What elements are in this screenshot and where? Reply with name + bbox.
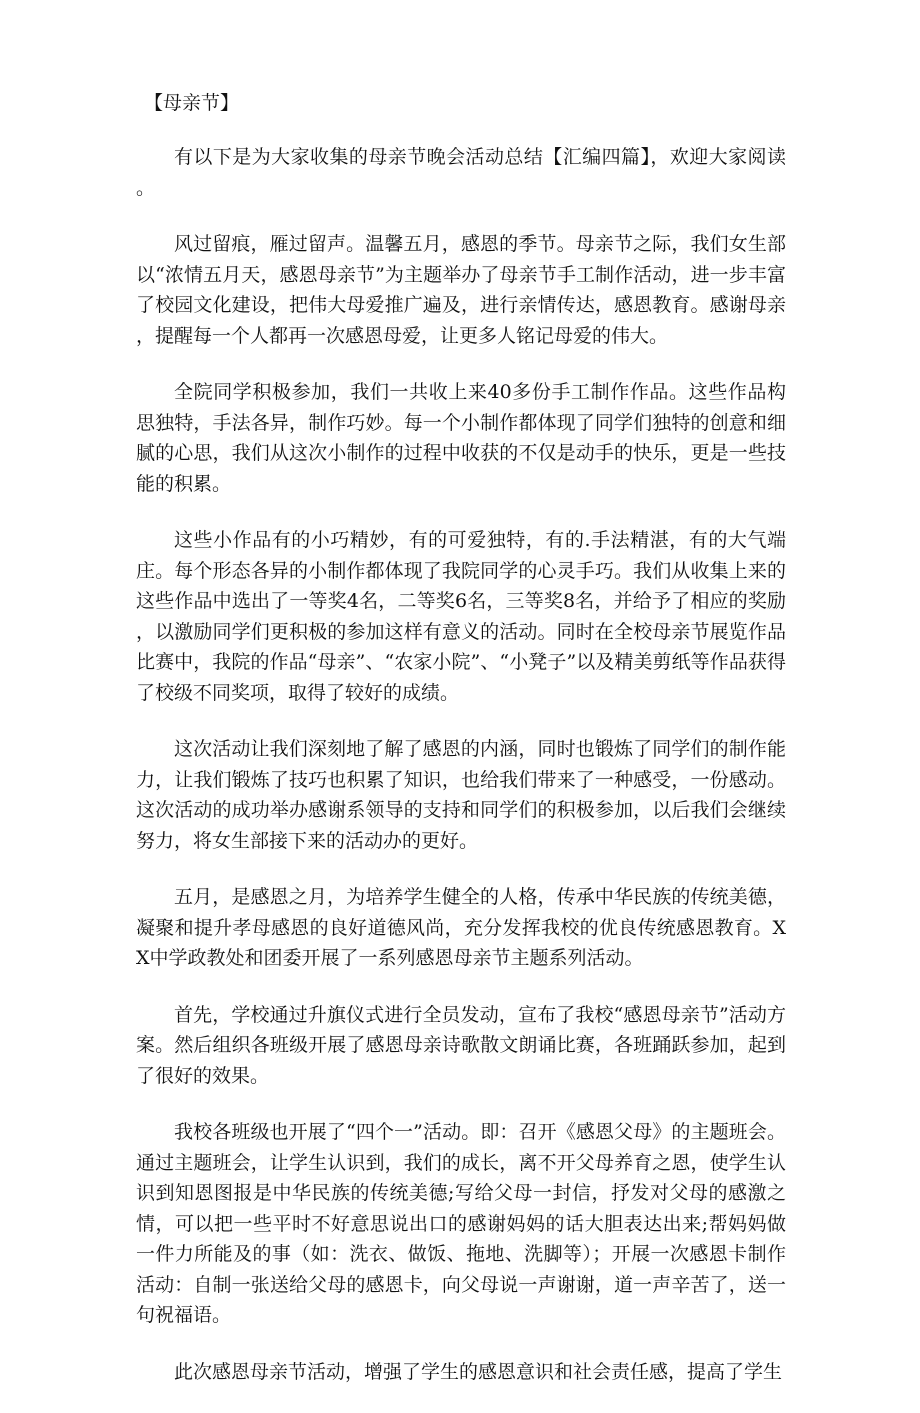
document-page bbox=[136, 90, 786, 1413]
paragraph: 全院同学积极参加，我们一共收上来40多份手工制作作品。这些作品构思独特，手法各异，制作巧妙。每一个小制作都体现了同学们独特的创意和细腻的心思，我们从这次小制作的过程中收获的不仅是动手的快乐，更是一些技能的积累。 bbox=[136, 381, 786, 495]
paragraph: 首先，学校通过升旗仪式进行全员发动，宣布了我校“感恩母亲节”活动方案。然后组织各班级开展了感恩母亲诗歌散文朗诵比赛，各班踊跃参加，起到了很好的效果。 bbox=[136, 1003, 786, 1087]
paragraph-truncated: 此次感恩母亲节活动，增强了学生的感恩意识和社会责任感，提高了学生 bbox=[174, 1360, 783, 1383]
paragraph: 五月，是感恩之月，为培养学生健全的人格，传承中华民族的传统美德，凝聚和提升孝母感恩的良好道德风尚，充分发挥我校的优良传统感恩教育。XX中学政教处和团委开展了一系列感恩母亲节主题系列活动。 bbox=[136, 886, 786, 969]
paragraph: 我校各班级也开展了“四个一”活动。即：召开《感恩父母》的主题班会。通过主题班会，让学生认识到，我们的成长，离不开父母养育之恩，使学生认识到知恩图报是中华民族的传统美德;写给父母一封信，抒发对父母的感激之情，可以把一些平时不好意思说出口的感谢妈妈的话大胆表达出来;帮妈妈做一件力所能及的事（如：洗衣、做饭、拖地、洗脚等）；开展一次感恩卡制作活动：自制一张送给父母的感恩卡，向父母说一声谢谢，道一声辛苦了，送一句祝福语。 bbox=[136, 1121, 786, 1326]
paragraph: 风过留痕，雁过留声。温馨五月，感恩的季节。母亲节之际，我们女生部以“浓情五月天，感恩母亲节”为主题举办了母亲节手工制作活动，进一步丰富了校园文化建设，把伟大母爱推广遍及，进行亲情传达，感恩教育。感谢母亲，提醒每一个人都再一次感恩母爱，让更多人铭记母爱的伟大。 bbox=[136, 233, 786, 347]
document-title: 【母亲节】 bbox=[144, 92, 240, 114]
paragraph: 这些小作品有的小巧精妙，有的可爱独特，有的.手法精湛，有的大气端庄。每个形态各异的小制作都体现了我院同学的心灵手巧。我们从收集上来的这些作品中选出了一等奖4名，二等奖6名，三等奖8名，并给予了相应的奖励，以激励同学们更积极的参加这样有意义的活动。同时在全校母亲节展览作品比赛中，我院的作品“母亲”、“农家小院”、“小凳子”以及精美剪纸等作品获得了校级不同奖项，取得了较好的成绩。 bbox=[136, 529, 786, 704]
paragraph-intro: 有以下是为大家收集的母亲节晚会活动总结【汇编四篇】，欢迎大家阅读。 bbox=[136, 146, 786, 199]
paragraph: 这次活动让我们深刻地了解了感恩的内涵，同时也锻炼了同学们的制作能力，让我们锻炼了技巧也积累了知识，也给我们带来了一种感受，一份感动。这次活动的成功举办感谢系领导的支持和同学们的积极参加，以后我们会继续努力，将女生部接下来的活动办的更好。 bbox=[136, 738, 786, 852]
